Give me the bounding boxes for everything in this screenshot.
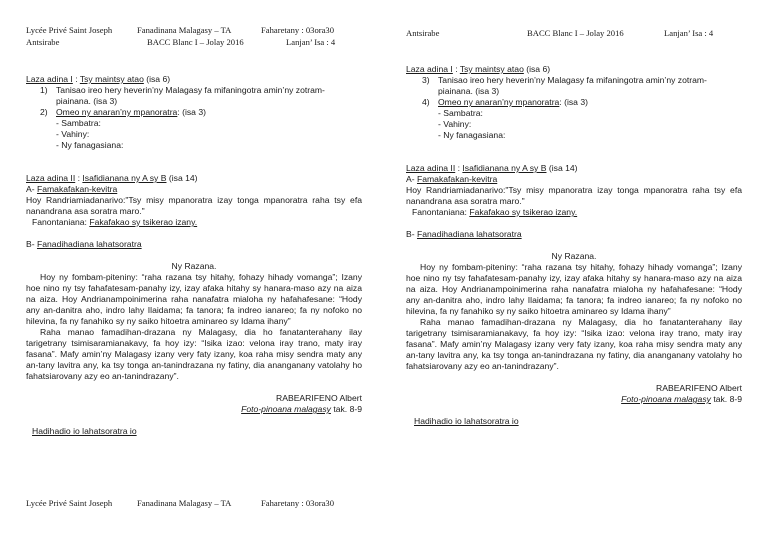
left-part1 — [26, 74, 362, 151]
question-3: 3) Tanisao ireo hery heverin’ny Malagasy fa mifaningotra amin’ny zotram- — [422, 75, 707, 85]
left-part2 — [26, 173, 362, 437]
right-part1 — [406, 64, 742, 141]
left-bottom-school: Lycée Privé Saint Joseph — [26, 498, 113, 508]
part2-title: Laza adina II : Isafidianana ny A sy B (isa 14) — [406, 163, 578, 173]
right-part2 — [406, 163, 742, 427]
fanontaniana: Fanontaniana: Fakafakao sy tsikerao izany. — [412, 207, 578, 217]
quote: Hoy Randriamiadanarivo:"Tsy misy mpanoratra izay tonga mpanoratra raha tsy efa nanandrana asa soratra maro." — [26, 195, 362, 216]
quote: Hoy Randriamiadanarivo:"Tsy misy mpanoratra izay tonga mpanoratra raha tsy efa nanandrana asa soratra maro." — [406, 185, 742, 206]
footer-note: Hadihadio io lahatsoratra io — [32, 426, 137, 436]
text-paragraph-2: Raha manao famadihan-drazana ny Malagasy, dia ho fanatanterahany ilay tarigetrany tsimisaramianakavy, fa hoy izy: “Isika izao: velona iray trano, maty iray fasana”. Mafy amin’ny Malagasy izany very faty izany, koa raha misy sendra maty any an-tany lavitra any, ka tsy tonga an-tanindrazana ny fatiny, dia ananganany vatolahy ho fahatsiarovany azy eo an-tanindrazany”. — [26, 327, 362, 381]
sub-sambatra: - Sambatra: — [438, 108, 483, 118]
left-header-school: Lycée Privé Saint Joseph — [26, 25, 113, 35]
question-3-cont: piainana. (isa 3) — [438, 86, 500, 96]
part1-title: Laza adina I : Tsy maintsy atao (isa 6) — [406, 64, 551, 74]
sub-vahiny: - Vahiny: — [56, 129, 90, 139]
text-author: RABEARIFENO Albert — [656, 383, 742, 393]
left-bottom-subject: Fanadinana Malagasy – TA — [137, 498, 232, 508]
section-a-title: A- Famakafakan-kevitra — [406, 174, 498, 184]
sub-fanagasiana: - Ny fanagasiana: — [438, 130, 506, 140]
section-b-title: B- Fanadihadiana lahatsoratra — [26, 239, 142, 249]
sub-sambatra: - Sambatra: — [56, 118, 101, 128]
right-header-city: Antsirabe — [406, 28, 440, 38]
sub-fanagasiana: - Ny fanagasiana: — [56, 140, 124, 150]
section-a-title: A- Famakafakan-kevitra — [26, 184, 118, 194]
text-author: RABEARIFENO Albert — [276, 393, 362, 403]
fanontaniana: Fanontaniana: Fakafakao sy tsikerao izany. — [32, 217, 198, 227]
question-1-cont: piainana. (isa 3) — [56, 96, 118, 106]
question-4: 4) Omeo ny anaran’ny mpanoratra: (isa 3) — [422, 97, 588, 107]
left-header-subject: Fanadinana Malagasy – TA — [137, 25, 232, 35]
footer-note: Hadihadio io lahatsoratra io — [414, 416, 519, 426]
text-paragraph-1: Hoy ny fombam-piteniny: “raha razana tsy hitahy, fohazy hihady vomanga”; Izany hoe nino ny tsy fahafatesam-panahy izy, izay afaka hitahy sy hanara-maso azy na aiza na aiza. Hoy Andrianampoinimerina raha nanafatra mialoha ny hafahafesane: “Hody any an-danitra aho, indro lahy Ilaidama; fa tanora; fa indreo ianareo; fa ny nofoko no hilevina, fa ny fanahiko sy ny saiko hitoetra aminareo sy Idama ihany” — [26, 272, 362, 326]
question-1: 1) Tanisao ireo hery heverin’ny Malagasy fa mifaningotra amin’ny zotram- — [40, 85, 325, 95]
sub-vahiny: - Vahiny: — [438, 119, 472, 129]
left-header-page: Lanjan’ Isa : 4 — [286, 37, 336, 47]
right-header-page: Lanjan’ Isa : 4 — [664, 28, 714, 38]
right-header-exam: BACC Blanc I – Jolay 2016 — [527, 28, 624, 38]
question-2: 2) Omeo ny anaran’ny mpanoratra: (isa 3) — [40, 107, 206, 117]
text-title: Ny Razana. — [171, 261, 217, 271]
left-header-duration: Faharetany : 03ora30 — [261, 25, 335, 35]
text-paragraph-2: Raha manao famadihan-drazana ny Malagasy, dia ho fanatanterahany ilay tarigetrany tsimisaramianakavy, fa hoy izy: “Isika izao: velona iray trano, maty iray fasana”. Mafy amin’ny Malagasy izany very faty izany, koa raha misy sendra maty any an-tany lavitra any, ka tsy tonga an-tanindrazana ny fatiny, dia ananganany vatolahy ho fahatsiarovany azy eo an-tanindrazany”. — [406, 317, 742, 371]
text-paragraph-1: Hoy ny fombam-piteniny: “raha razana tsy hitahy, fohazy hihady vomanga”; Izany hoe nino ny tsy fahafatesam-panahy izy, izay afaka hitahy sy hanara-maso azy na aiza na aiza. Hoy Andrianampoinimerina raha nanafatra mialoha ny hafahafesane: “Hody any an-danitra aho, indro lahy Ilaidama; fa tanora; fa indreo ianareo; fa ny nofoko no hilevina, fa ny fanahiko sy ny saiko hitoetra aminareo sy Idama ihany” — [406, 262, 742, 316]
section-b-title: B- Fanadihadiana lahatsoratra — [406, 229, 522, 239]
text-source: Foto-pinoana malagasy tak. 8-9 — [241, 404, 362, 414]
left-header-exam: BACC Blanc I – Jolay 2016 — [147, 37, 244, 47]
part2-title: Laza adina II : Isafidianana ny A sy B (isa 14) — [26, 173, 198, 183]
text-title: Ny Razana. — [551, 251, 597, 261]
part1-title: Laza adina I : Tsy maintsy atao (isa 6) — [26, 74, 171, 84]
text-source: Foto-pinoana malagasy tak. 8-9 — [621, 394, 742, 404]
left-header-city: Antsirabe — [26, 37, 60, 47]
left-bottom-duration: Faharetany : 03ora30 — [261, 498, 335, 508]
